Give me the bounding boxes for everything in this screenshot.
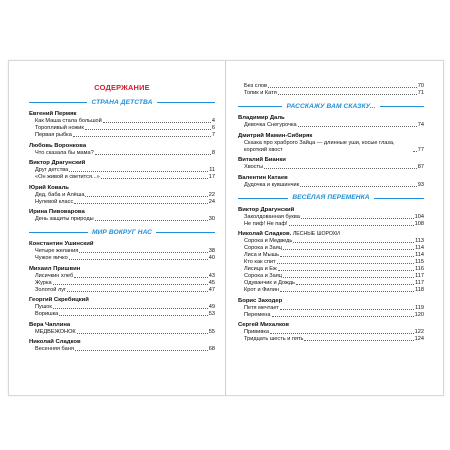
author-name: Любовь Воронкова [29,142,87,149]
section-header [238,101,424,111]
entry-page-number: 113 [415,238,424,244]
section-title: ВЕСЁЛАЯ ПЕРЕМЕНКА [288,194,373,201]
entry-page-number: 4 [211,118,215,124]
entry-page-number: 117 [415,273,424,279]
entry-page-number: 122 [414,329,424,335]
toc-entry [238,329,424,336]
section-header [29,227,215,237]
dot-leader [103,122,211,123]
author-name: Ирина Пивоварова [29,209,85,215]
toc-entry [238,245,424,252]
entry-title: Торопливый ножик [35,125,84,131]
toc-entry [29,192,215,199]
entry-page-number: 47 [208,286,215,293]
toc-entry [29,216,215,223]
dot-leader [264,168,417,169]
author-name: Константин Ушинский [29,241,94,247]
entry-page-number: 7 [211,132,215,138]
dot-leader [300,186,417,187]
entry-title: Хвосты [244,164,264,170]
entry-title: День защиты природы [35,216,94,222]
entry-title: Петя мечтает [244,304,279,311]
dot-leader [75,350,208,351]
dot-leader [413,151,417,152]
toc-entry [29,199,215,206]
toc-entry [29,287,215,294]
dot-leader [296,284,414,285]
dot-leader [283,277,414,278]
toc-entry [238,83,424,90]
dot-leader [268,87,417,88]
entry-page-number: 11 [209,167,215,173]
entry-page-number: 115 [415,259,424,265]
author-name: Владимир Даль [238,115,285,121]
dot-leader [283,249,414,250]
entry-page-number: 119 [415,304,424,311]
toc-entry [238,305,424,312]
author-name: Виталий Бианки [238,157,286,163]
entry-title: Перемена [244,311,271,318]
entry-page-number: 6 [211,125,215,131]
dot-leader [289,225,414,226]
toc-entry [238,238,424,245]
entry-page-number: 70 [417,83,424,89]
author-name: Сергей Михалков [238,322,290,328]
toc-heading: СОДЕРЖАНИЕ [94,83,150,92]
toc-entry [238,273,424,280]
toc-entry [238,336,424,343]
entry-page-number: 38 [208,248,215,254]
section-header [238,193,424,203]
toc-entry [29,125,215,132]
section-title: МИР ВОКРУГ НАС [88,229,156,236]
entry-title: Тридцать шесть и пять [244,336,304,342]
entry-title: Друг детства [35,167,69,173]
entry-title: МЕДВЕЖОНОК [35,328,76,335]
entry-page-number: 116 [415,266,424,272]
entry-page-number: 104 [414,213,424,220]
author-name: Борис Заходер [238,297,283,304]
entry-title: Сорока и Заяц [244,273,283,279]
entry-title: Пушок [35,304,52,310]
author-name: Валентин Катаев [238,174,288,181]
entry-title: Прививка [244,329,270,335]
toc-entry [29,280,215,287]
dot-leader [79,252,207,253]
dot-leader [59,315,208,316]
toc-entry [238,252,424,259]
dot-leader [74,203,207,204]
entry-title: Нулевой класс [35,198,74,205]
entry-title: Кто как спит [244,259,276,265]
entry-title: Журка [35,279,52,286]
entry-title: Дед, баба и Алёша [35,191,85,198]
toc-entry [238,287,424,294]
dot-leader [67,291,208,292]
entry-page-number: 30 [208,216,215,222]
entry-page-number: 43 [208,272,215,279]
author-name: Николай Сладков [29,339,81,345]
dot-leader [278,270,414,271]
toc-entry [29,174,215,181]
dot-leader [277,263,414,264]
toc-entry [238,214,424,221]
right-page [226,61,442,395]
toc-entry [238,259,424,266]
toc-entry [238,90,424,97]
entry-title: Четыре желания [35,248,79,254]
entry-title: Крот и Филин [244,287,280,293]
toc-entry [238,164,424,171]
entry-page-number: 117 [415,280,424,286]
author-name: Николай Сладков. ЛЕСНЫЕ ШОРОХИ [238,231,340,237]
toc-entry [238,182,424,189]
author-name: Дмитрий Мамин-Сибиряк [238,132,313,139]
entry-page-number: 87 [417,164,424,170]
dot-leader [85,129,211,130]
entry-title: Что сказала бы мама? [35,149,94,156]
entry-title: Лисица и Еж [244,266,277,272]
book-spread [8,60,444,396]
entry-title: Одуванчик и Дождь [244,280,295,286]
dot-leader [304,340,413,341]
dot-leader [278,94,417,95]
entry-title: Как Маша стала большой [35,118,102,124]
entry-title: Весенняя баня [35,346,74,352]
entry-page-number: 114 [415,252,424,258]
entry-title: Сорока и Медведь [244,238,293,244]
entry-title: Сказка про храброго Зайца — длинные уши, косые глаза, короткий хвост [244,139,395,153]
entry-title: Чужое яичко [35,255,68,261]
dot-leader [69,171,208,172]
entry-page-number: 45 [208,279,215,286]
entry-title: Лиса и Мышь [244,252,280,258]
section-title: РАССКАЖУ ВАМ СКАЗКУ... [282,103,379,110]
dot-leader [280,291,414,292]
toc-entry [29,304,215,311]
toc-entry [29,255,215,262]
dot-leader [95,154,211,155]
toc-entry [238,280,424,287]
entry-page-number: 22 [208,191,215,198]
toc-entry [238,312,424,319]
entry-title: Топик и Катя [244,90,277,96]
dot-leader [74,277,208,278]
author-name: Юрий Коваль [29,184,69,191]
section-header [29,97,215,107]
dot-leader [280,256,414,257]
entry-page-number: 53 [208,311,215,317]
entry-title: Лисичкин хлеб [35,272,74,279]
entry-page-number: 108 [414,220,424,227]
toc-entry [29,346,215,353]
author-name: Вера Чаплина [29,321,71,328]
entry-title: Девочка Снегурочка [244,122,297,128]
entry-title: Дудочка и кувшинчик [244,181,300,188]
author-note: ЛЕСНЫЕ ШОРОХИ [292,231,340,237]
entry-title: Не пиф! Не паф! [244,220,288,227]
entry-page-number: 120 [414,311,424,318]
author-name: Виктор Драгунский [238,206,295,213]
dot-leader [85,196,207,197]
entry-title: Без слов [244,83,267,89]
dot-leader [298,126,417,127]
author-name: Виктор Драгунский [29,160,86,166]
toc-entry [238,140,424,154]
toc-entry [29,118,215,125]
entry-title: Золотой луг [35,286,67,293]
section-title: СТРАНА ДЕТСТВА [87,99,156,106]
entry-page-number: 24 [208,198,215,205]
entry-page-number: 118 [415,287,424,293]
entry-page-number: 49 [208,304,215,310]
dot-leader [77,333,208,334]
toc-entry [29,150,215,157]
dot-leader [293,242,414,243]
entry-title: «Он живой и светится...» [35,174,100,180]
author-name: Михаил Пришвин [29,265,81,272]
toc-entry [29,311,215,318]
dot-leader [53,284,208,285]
dot-leader [272,316,414,317]
dot-leader [69,259,208,260]
toc-entry [238,122,424,129]
entry-page-number: 55 [208,328,215,335]
entry-title: Первая рыбка [35,132,72,138]
entry-title: Воришка [35,311,59,317]
author-name: Евгений Пермяк [29,111,77,117]
dot-leader [95,220,208,221]
left-page-content [9,83,225,353]
dot-leader [53,308,208,309]
dot-leader [101,178,208,179]
dot-leader [270,333,414,334]
entry-page-number: 77 [417,146,424,153]
toc-entry [29,329,215,336]
dot-leader [301,218,414,219]
dot-leader [280,309,414,310]
entry-page-number: 40 [208,255,215,261]
entry-page-number: 68 [208,346,215,352]
entry-page-number: 124 [414,336,424,342]
entry-page-number: 93 [417,181,424,188]
toc-entry [238,221,424,228]
dot-leader [73,136,211,137]
entry-title: Сорока и Заяц [244,245,283,251]
entry-title: Заколдованная буква [244,213,300,220]
right-page-content [226,83,442,343]
author-name: Георгий Скребицкий [29,297,89,303]
toc-entry [29,132,215,139]
entry-page-number: 71 [417,90,424,96]
entry-page-number: 74 [417,122,424,128]
entry-page-number: 17 [208,174,215,180]
left-page [9,61,226,395]
toc-entry [238,266,424,273]
toc-entry [29,248,215,255]
toc-entry [29,273,215,280]
entry-page-number: 8 [211,149,215,156]
toc-entry [29,167,215,174]
entry-page-number: 114 [415,245,424,251]
